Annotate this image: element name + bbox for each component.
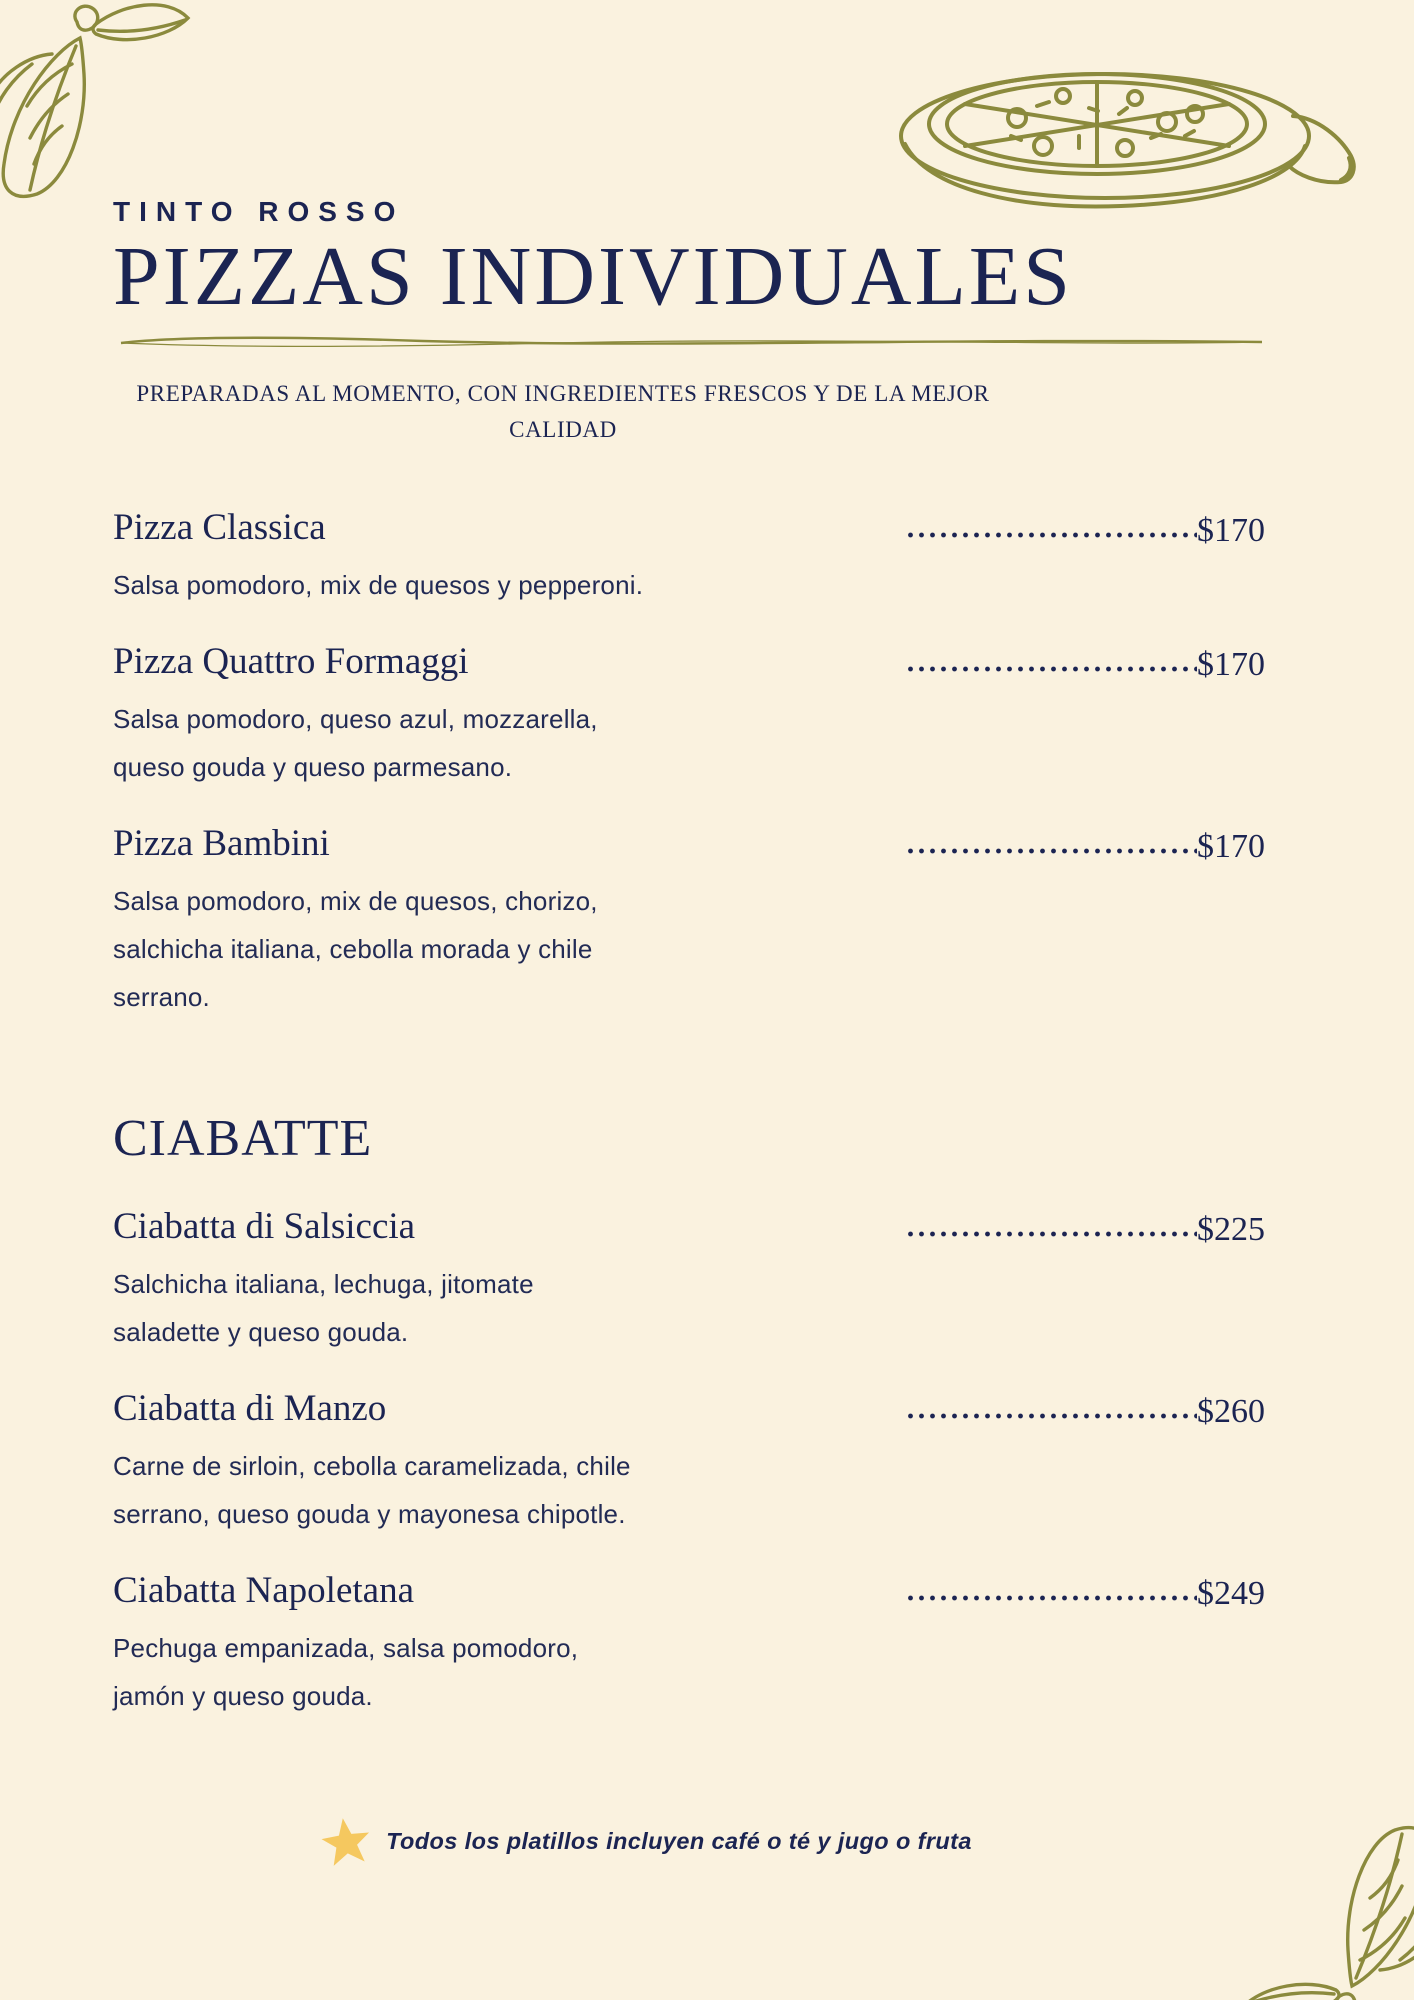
item-price: $170	[1197, 512, 1265, 550]
item-price: $225	[1197, 1211, 1265, 1249]
menu-item-ciabatta-di-salsiccia	[113, 1204, 1265, 1356]
item-head	[113, 1204, 1265, 1250]
item-description	[113, 1442, 1265, 1538]
item-head	[113, 821, 1265, 867]
description-line: saladette y queso gouda.	[113, 1317, 409, 1348]
hand-drawn-divider	[113, 334, 1270, 352]
dotted-leader	[905, 848, 1197, 854]
menu-item-ciabatta-napoletana	[113, 1568, 1265, 1720]
menu-item-pizza-bambini	[113, 821, 1265, 1021]
menu-header	[113, 196, 1265, 447]
item-name: Pizza Quattro Formaggi	[113, 641, 469, 683]
description-line: Salsa pomodoro, mix de quesos, chorizo,	[113, 886, 598, 917]
dotted-leader	[905, 1413, 1197, 1419]
item-head	[113, 639, 1265, 685]
dotted-leader	[905, 532, 1197, 538]
menu-item-ciabatta-di-manzo	[113, 1386, 1265, 1538]
restaurant-name: TINTO ROSSO	[113, 196, 405, 227]
section-ciabatte	[113, 1109, 1265, 1720]
description-line: salchicha italiana, cebolla morada y chile	[113, 934, 593, 965]
dotted-leader	[905, 1231, 1197, 1237]
item-head	[113, 505, 1265, 551]
item-description	[113, 561, 1265, 609]
basil-leaves-icon	[0, 1851, 132, 2000]
item-price: $260	[1197, 1393, 1265, 1431]
footer-note	[0, 1818, 1414, 1864]
description-line: queso gouda y queso parmesano.	[113, 752, 513, 783]
item-name: Ciabatta Napoletana	[113, 1570, 415, 1612]
description-line: Carne de sirloin, cebolla caramelizada, chile	[113, 1451, 631, 1482]
star-icon	[319, 1815, 373, 1867]
item-price: $170	[1197, 828, 1265, 866]
description-line: serrano.	[113, 982, 210, 1013]
item-description	[113, 877, 1265, 1021]
dotted-leader	[905, 666, 1197, 672]
item-description	[113, 1624, 1265, 1720]
footer-note-text: Todos los platillos incluyen café o té y jugo o fruta	[386, 1827, 972, 1854]
leader-price	[905, 1386, 1265, 1432]
menu-item-pizza-quattro-formaggi	[113, 639, 1265, 791]
leader-price	[905, 505, 1265, 551]
item-name: Ciabatta di Salsiccia	[113, 1206, 416, 1248]
dotted-leader	[905, 1595, 1197, 1601]
item-head	[113, 1568, 1265, 1614]
item-name: Pizza Bambini	[113, 823, 330, 865]
item-name: Pizza Classica	[113, 507, 326, 549]
leader-price	[905, 821, 1265, 867]
description-line: jamón y queso gouda.	[113, 1681, 373, 1712]
menu-subtitle: PREPARADAS AL MOMENTO, CON INGREDIENTES FRESCOS Y DE LA MEJOR CALIDAD	[136, 381, 990, 442]
item-name: Ciabatta di Manzo	[113, 1388, 387, 1430]
leader-price	[905, 639, 1265, 685]
item-head	[113, 1386, 1265, 1432]
description-line: Salchicha italiana, lechuga, jitomate	[113, 1269, 534, 1300]
description-line: serrano, queso gouda y mayonesa chipotle.	[113, 1499, 626, 1530]
menu-item-pizza-classica	[113, 505, 1265, 609]
item-description	[113, 695, 1265, 791]
leader-price	[905, 1204, 1265, 1250]
item-price: $170	[1197, 646, 1265, 684]
description-line: Pechuga empanizada, salsa pomodoro,	[113, 1633, 579, 1664]
section-heading: CIABATTE	[113, 1110, 373, 1168]
section-pizzas	[113, 505, 1265, 1021]
description-line: Salsa pomodoro, mix de quesos y pepperoni.	[113, 570, 644, 601]
item-description	[113, 1260, 1265, 1356]
leader-price	[905, 1568, 1265, 1614]
page-title: PIZZAS INDIVIDUALES	[113, 230, 1073, 323]
description-line: Salsa pomodoro, queso azul, mozzarella,	[113, 704, 598, 735]
item-price: $249	[1197, 1575, 1265, 1613]
